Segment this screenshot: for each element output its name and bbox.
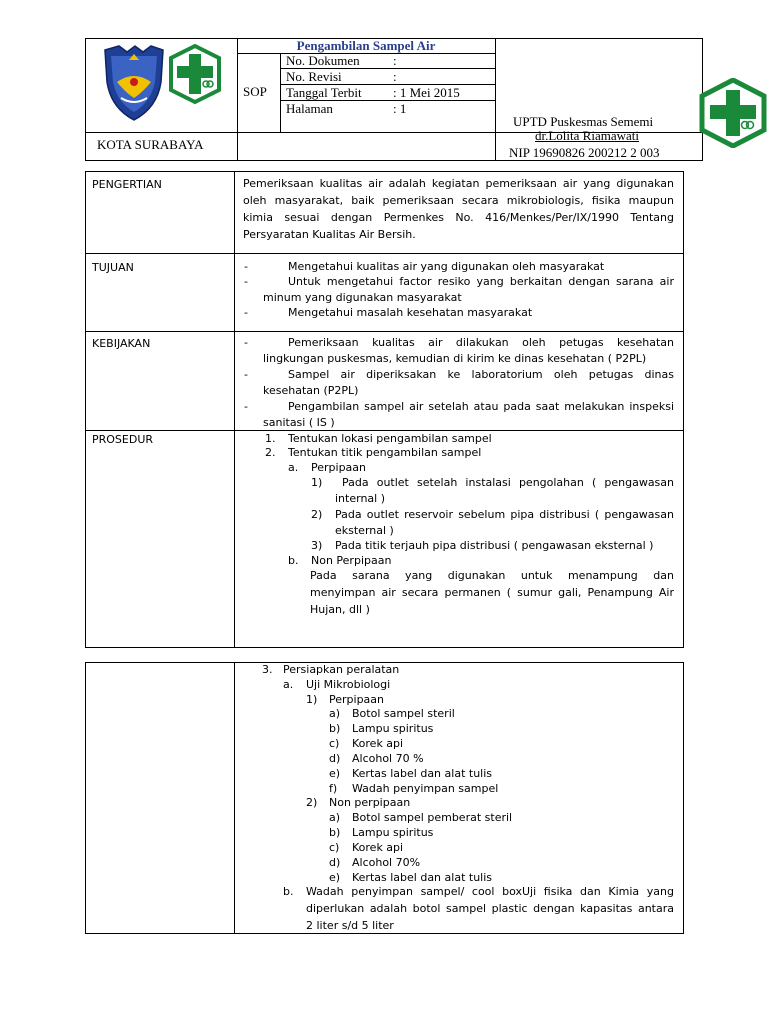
field-label: Tanggal Terbit [286,85,362,100]
equipment-item: Wadah penyimpan sampel [352,782,499,795]
prosedur-sub: Non Perpipaan [311,554,392,567]
field-value: : [393,53,397,68]
org-name: UPTD Puskesmas Sememi [513,114,654,129]
prosedur-text: Wadah penyimpan sampel/ cool boxUji fisika dan Kimia yang [306,885,674,898]
sub-marker: c) [329,737,340,750]
prosedur-point: Pada outlet setelah instalasi pengolahan ( pengawasan [342,476,674,489]
field-label: No. Dokumen [286,53,360,68]
equipment-item: Alcohol 70% [352,856,421,869]
pengertian-line: oleh masyarakat, baik pemeriksaan secara mikrobiologis, fisika maupun [243,194,674,207]
tujuan-item: Untuk mengetahui factor resiko yang berkaitan dengan sarana air [288,275,674,288]
sub-marker: d) [329,752,341,765]
field-label: No. Revisi [286,69,342,84]
prosedur-step: Tentukan lokasi pengambilan sampel [288,432,492,445]
paren-marker: 2) [311,508,323,521]
puskesmas-logo-right [698,78,768,148]
kebijakan-item: Sampel air diperiksakan ke laboratorium oleh petugas dinas [288,368,674,381]
equipment-item: Kertas label dan alat tulis [352,871,493,884]
city-name: KOTA SURABAYA [97,137,204,152]
prosedur-text: Pada sarana yang digunakan untuk menampung dan [310,569,674,582]
pengertian-line: kimia sesuai dengan Permenkes No. 416/Menkes/Per/IX/1990 Tentang [243,211,674,224]
sub-marker: d) [329,856,341,869]
equipment-item: Alcohol 70 % [352,752,424,765]
prosedur-point: Pada titik terjauh pipa distribusi ( pengawasan eksternal ) [335,539,654,552]
tujuan-item: Mengetahui kualitas air yang digunakan oleh masyarakat [288,260,605,273]
sop-table-continued [85,662,684,934]
prosedur-sub: Perpipaan [329,693,385,706]
dash-marker: - [244,368,248,381]
prosedur-point: eksternal ) [335,524,394,537]
sop-label: SOP [243,84,267,99]
prosedur-text: Hujan, dll ) [310,603,370,616]
dash-marker: - [244,275,248,288]
equipment-item: Botol sampel pemberat steril [352,811,513,824]
header-table [85,38,703,161]
alpha-marker: a. [283,678,294,691]
head-name: dr.Lolita Riamawati [535,128,639,143]
section-label: TUJUAN [92,261,134,274]
prosedur-step: Tentukan titik pengambilan sampel [288,446,482,459]
prosedur-sub: Perpipaan [311,461,367,474]
sub-marker: e) [329,767,341,780]
num-marker: 2. [265,446,276,459]
sub-marker: b) [329,826,341,839]
num-marker: 1. [265,432,276,445]
equipment-item: Kertas label dan alat tulis [352,767,493,780]
nip: NIP 19690826 200212 2 003 [509,145,660,160]
paren-marker: 1) [306,693,318,706]
dash-marker: - [244,336,248,349]
pengertian-line: Persyaratan Kualitas Air Bersih. [243,228,416,241]
kebijakan-item: Pemeriksaan kualitas air dilakukan oleh petugas kesehatan [288,336,674,349]
doc-title: Pengambilan Sampel Air [296,38,436,53]
prosedur-sub: Uji Mikrobiologi [306,678,391,691]
equipment-item: Botol sampel steril [352,707,455,720]
field-value: : 1 Mei 2015 [393,85,460,100]
sub-marker: a) [329,707,341,720]
paren-marker: 1) [311,476,323,489]
prosedur-text: 2 liter s/d 5 liter [306,919,394,932]
prosedur-text: diperlukan adalah botol sampel plastic dengan kapasitas antara [306,902,674,915]
prosedur-text: menyimpan air secara permanen ( sumur gali, Penampung Air [310,586,674,599]
field-value: : 1 [393,101,407,116]
equipment-item: Lampu spiritus [352,722,434,735]
alpha-marker: b. [283,885,294,898]
kota-surabaya-logo [99,42,169,124]
kebijakan-item: Pengambilan sampel air setelah atau pada saat melakukan inspeksi [288,400,674,413]
paren-marker: 2) [306,796,318,809]
equipment-item: Korek api [352,841,404,854]
dash-marker: - [244,306,248,319]
equipment-item: Lampu spiritus [352,826,434,839]
puskesmas-logo [169,44,221,104]
sop-table [85,171,684,648]
section-label: PROSEDUR [92,433,154,446]
paren-marker: 3) [311,539,323,552]
kebijakan-item: kesehatan (P2PL) [263,384,359,397]
kebijakan-item: sanitasi ( IS ) [263,416,335,429]
section-label: KEBIJAKAN [92,337,151,350]
sub-marker: a) [329,811,341,824]
kebijakan-item: lingkungan puskesmas, kemudian di kirim ke dinas kesehatan ( P2PL) [263,352,647,365]
prosedur-point: Pada outlet reservoir sebelum pipa distribusi ( pengawasan [335,508,674,521]
tujuan-item: Mengetahui masalah kesehatan masyarakat [288,306,533,319]
alpha-marker: b. [288,554,299,567]
dash-marker: - [244,260,248,273]
equipment-item: Korek api [352,737,404,750]
sub-marker: c) [329,841,340,854]
alpha-marker: a. [288,461,299,474]
num-marker: 3. [262,663,273,676]
dash-marker: - [244,400,248,413]
pengertian-line: Pemeriksaan kualitas air adalah kegiatan pemeriksaan air yang digunakan [243,177,674,190]
prosedur-point: internal ) [335,492,385,505]
field-label: Halaman [286,101,333,116]
tujuan-item: minum yang digunakan masyarakat [263,291,462,304]
field-value: : [393,69,397,84]
sub-marker: b) [329,722,341,735]
sub-marker: f) [329,782,338,795]
sub-marker: e) [329,871,341,884]
prosedur-sub: Non perpipaan [329,796,411,809]
prosedur-step: Persiapkan peralatan [283,663,400,676]
section-label: PENGERTIAN [92,178,162,191]
